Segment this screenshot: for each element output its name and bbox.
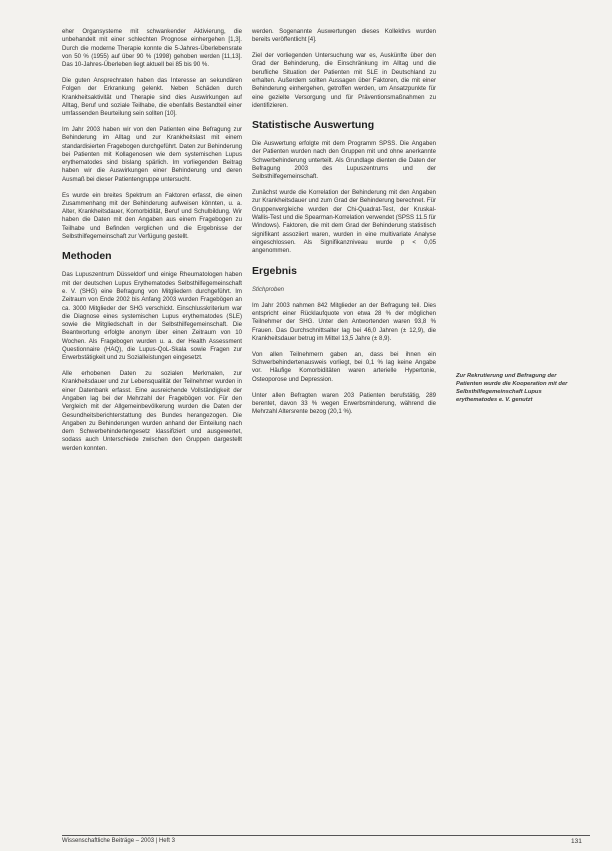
margin-note: Zur Rekrutierung und Befragung der Patienten wurde die Kooperation mit der Selbsthilfegemeinschaft Lupus erythematodes e. V. genutzt (456, 373, 568, 403)
methods-paragraph-2: Alle erhobenen Daten zu sozialen Merkmalen, zur Krankheitsdauer und zur Lebensqualität der Teilnehmer wurden in einer Datenbank erfasst. Eine ausreichende Vollständigkeit der Angaben lag bei der Mehrzahl der Fragebögen vor. Für den Vergleich mit der Allgemeinbevölkerung wurden die Daten der Gesundheitsberichterstattung des Bundes herangezogen. Die Angaben zu Behinderungen wurden anhand der Einteilung nach dem Schwerbehindertengesetz klassifiziert und ausgewertet, sodass auch Unterschiede zwischen den Gruppen dargestellt werden konnten. (62, 370, 242, 452)
results-paragraph-2: Von allen Teilnehmern gaben an, dass bei ihnen ein Schwerbehindertenausweis vorliegt, bei 0,1 % lag keine Angabe vor. Häufige Komorbiditäten waren arterielle Hypertonie, Osteoporose und Depression. (252, 350, 436, 383)
left-column (62, 28, 242, 461)
statistics-heading: Statistische Auswertung (252, 119, 375, 132)
methods-paragraph-1: Das Lupuszentrum Düsseldorf und einige Rheumatologen haben mit der deutschen Lupus Erythematodes Selbsthilfegemeinschaft e. V. (SHG) eine Befragung von Mitgliedern durchgeführt. Im Zeitraum von Ende 2002 bis Anfang 2003 wurden Fragebögen an ca. 3000 Mitglieder der SHG verschickt. Einschlusskriterium war die Diagnose eines systemischen Lupus erythematodes (SLE) sowie die Mitgliedschaft in der Selbsthilfegemeinschaft. Die Beantwortung erfolgte anonym über einen Zeitraum von 10 Wochen. Als Fragebogen wurden u. a. der Health Assessment Questionnaire (HAQ), die Lupus-QoL-Skala sowie Fragen zur Erwerbstätigkeit und zu Sozialleistungen eingesetzt. (62, 271, 242, 362)
intro-paragraph-4: Es wurde ein breites Spektrum an Faktoren erfasst, die einen Zusammenhang mit der Behinderung aufweisen könnten, u. a. Alter, Krankheitsdauer, Komorbidität, Beruf und Schulbildung. Wir haben die Daten mit den Angaben aus einem Fragebogen zu Teilhabe und Befinden verglichen und die Ergebnisse der Selbsthilfegemeinschaft zur Verfügung gestellt. (62, 191, 242, 241)
intro-paragraph-2: Die guten Ansprechraten haben das Interesse an sekundären Folgen der Erkrankung gelenkt. Neben Schäden durch Krankheitsaktivität und Therapie sind dies Auswirkungen auf Alltag, Beruf und soziale Teilhabe, die ebenfalls Bestandteil einer umfassenden Beurteilung sein sollten [10]. (62, 76, 242, 118)
intro-paragraph-3: Im Jahr 2003 haben wir von den Patienten eine Befragung zur Behinderung im Alltag und zur Krankheitslast mit einem standardisierten Fragebogen durchgeführt. Daten zur Behinderung bei Patienten mit Kollagenosen wie dem systemischen Lupus erythematodes sind bislang spärlich. Im vorliegenden Beitrag haben wir die Auswirkungen einer Behinderung und deren Ausmaß bei dieser Patientengruppe untersucht. (62, 125, 242, 183)
results-paragraph-3: Unter allen Befragten waren 203 Patienten berufstätig, 289 berentet, davon 33 % wegen Erwerbsminderung, während die Mehrzahl Altersrente bezog (20,1 %). (252, 391, 436, 416)
right-paragraph-1: werden. Sogenannte Auswertungen dieses Kollektivs wurden bereits veröffentlicht [4]. (252, 28, 436, 44)
methods-heading: Methoden (62, 250, 112, 263)
footer-divider (62, 835, 590, 836)
results-subheading: Stichproben (252, 286, 285, 293)
page-number: 131 (571, 838, 582, 845)
statistics-paragraph-1: Die Auswertung erfolgte mit dem Programm SPSS. Die Angaben der Patienten wurden nach den Gruppen mit und ohne anerkannte Schwerbehinderung unterteilt. Als Grundlage dienten die Daten der Befragung 2003 des Lupuszentrums und der Selbsthilfegemeinschaft. (252, 140, 436, 181)
right-column (252, 28, 436, 424)
right-paragraph-2: Ziel der vorliegenden Untersuchung war es, Auskünfte über den Grad der Behinderung, die Einschränkung im Alltag und die berufliche Situation der Patienten mit SLE in Deutschland zu erhalten. Außerdem sollten Aussagen über Faktoren, die mit einer Behinderung einhergehen, getroffen werden, um Ansatzpunkte für eine gezielte Versorgung und für Präventionsmaßnahmen zu identifizieren. (252, 52, 436, 109)
intro-paragraph-1: eher Organsysteme mit schwankender Aktivierung, die unbehandelt mit einer schlechten Prognose einhergehen [1,3]. Durch die moderne Therapie konnte die 5-Jahres-Überlebensrate von 50 % (1955) auf über 90 % (1998) gehoben werden [11,13]. Das 10-Jahres-Überleben liegt aktuell bei 85 bis 90 %. (62, 28, 242, 69)
results-heading: Ergebnis (252, 264, 297, 277)
journal-footer: Wissenschaftliche Beiträge – 2003 | Heft 3 (62, 838, 175, 844)
statistics-paragraph-2: Zunächst wurde die Korrelation der Behinderung mit den Angaben zur Krankheitsdauer und zum Grad der Behinderung berechnet. Für Gruppenvergleiche wurden der Chi-Quadrat-Test, der Kruskal-Wallis-Test und die Spearman-Korrelation verwendet (SPSS 11.5 für Windows). Faktoren, die mit dem Grad der Behinderung statistisch signifikant assoziiert waren, wurden in eine multivariate Analyse eingeschlossen. Als Signifikanzniveau wurde p < 0,05 angenommen. (252, 189, 436, 255)
results-paragraph-1: Im Jahr 2003 nahmen 842 Mitglieder an der Befragung teil. Dies entspricht einer Rücklaufquote von etwa 28 % der möglichen Teilnehmer der SHG. Unter den Antwortenden waren 93,8 % Frauen. Das Durchschnittsalter lag bei 46,0 Jahren (± 12,9), die Krankheitsdauer betrug im Mittel 13,5 Jahre (± 8,9). (252, 301, 436, 343)
